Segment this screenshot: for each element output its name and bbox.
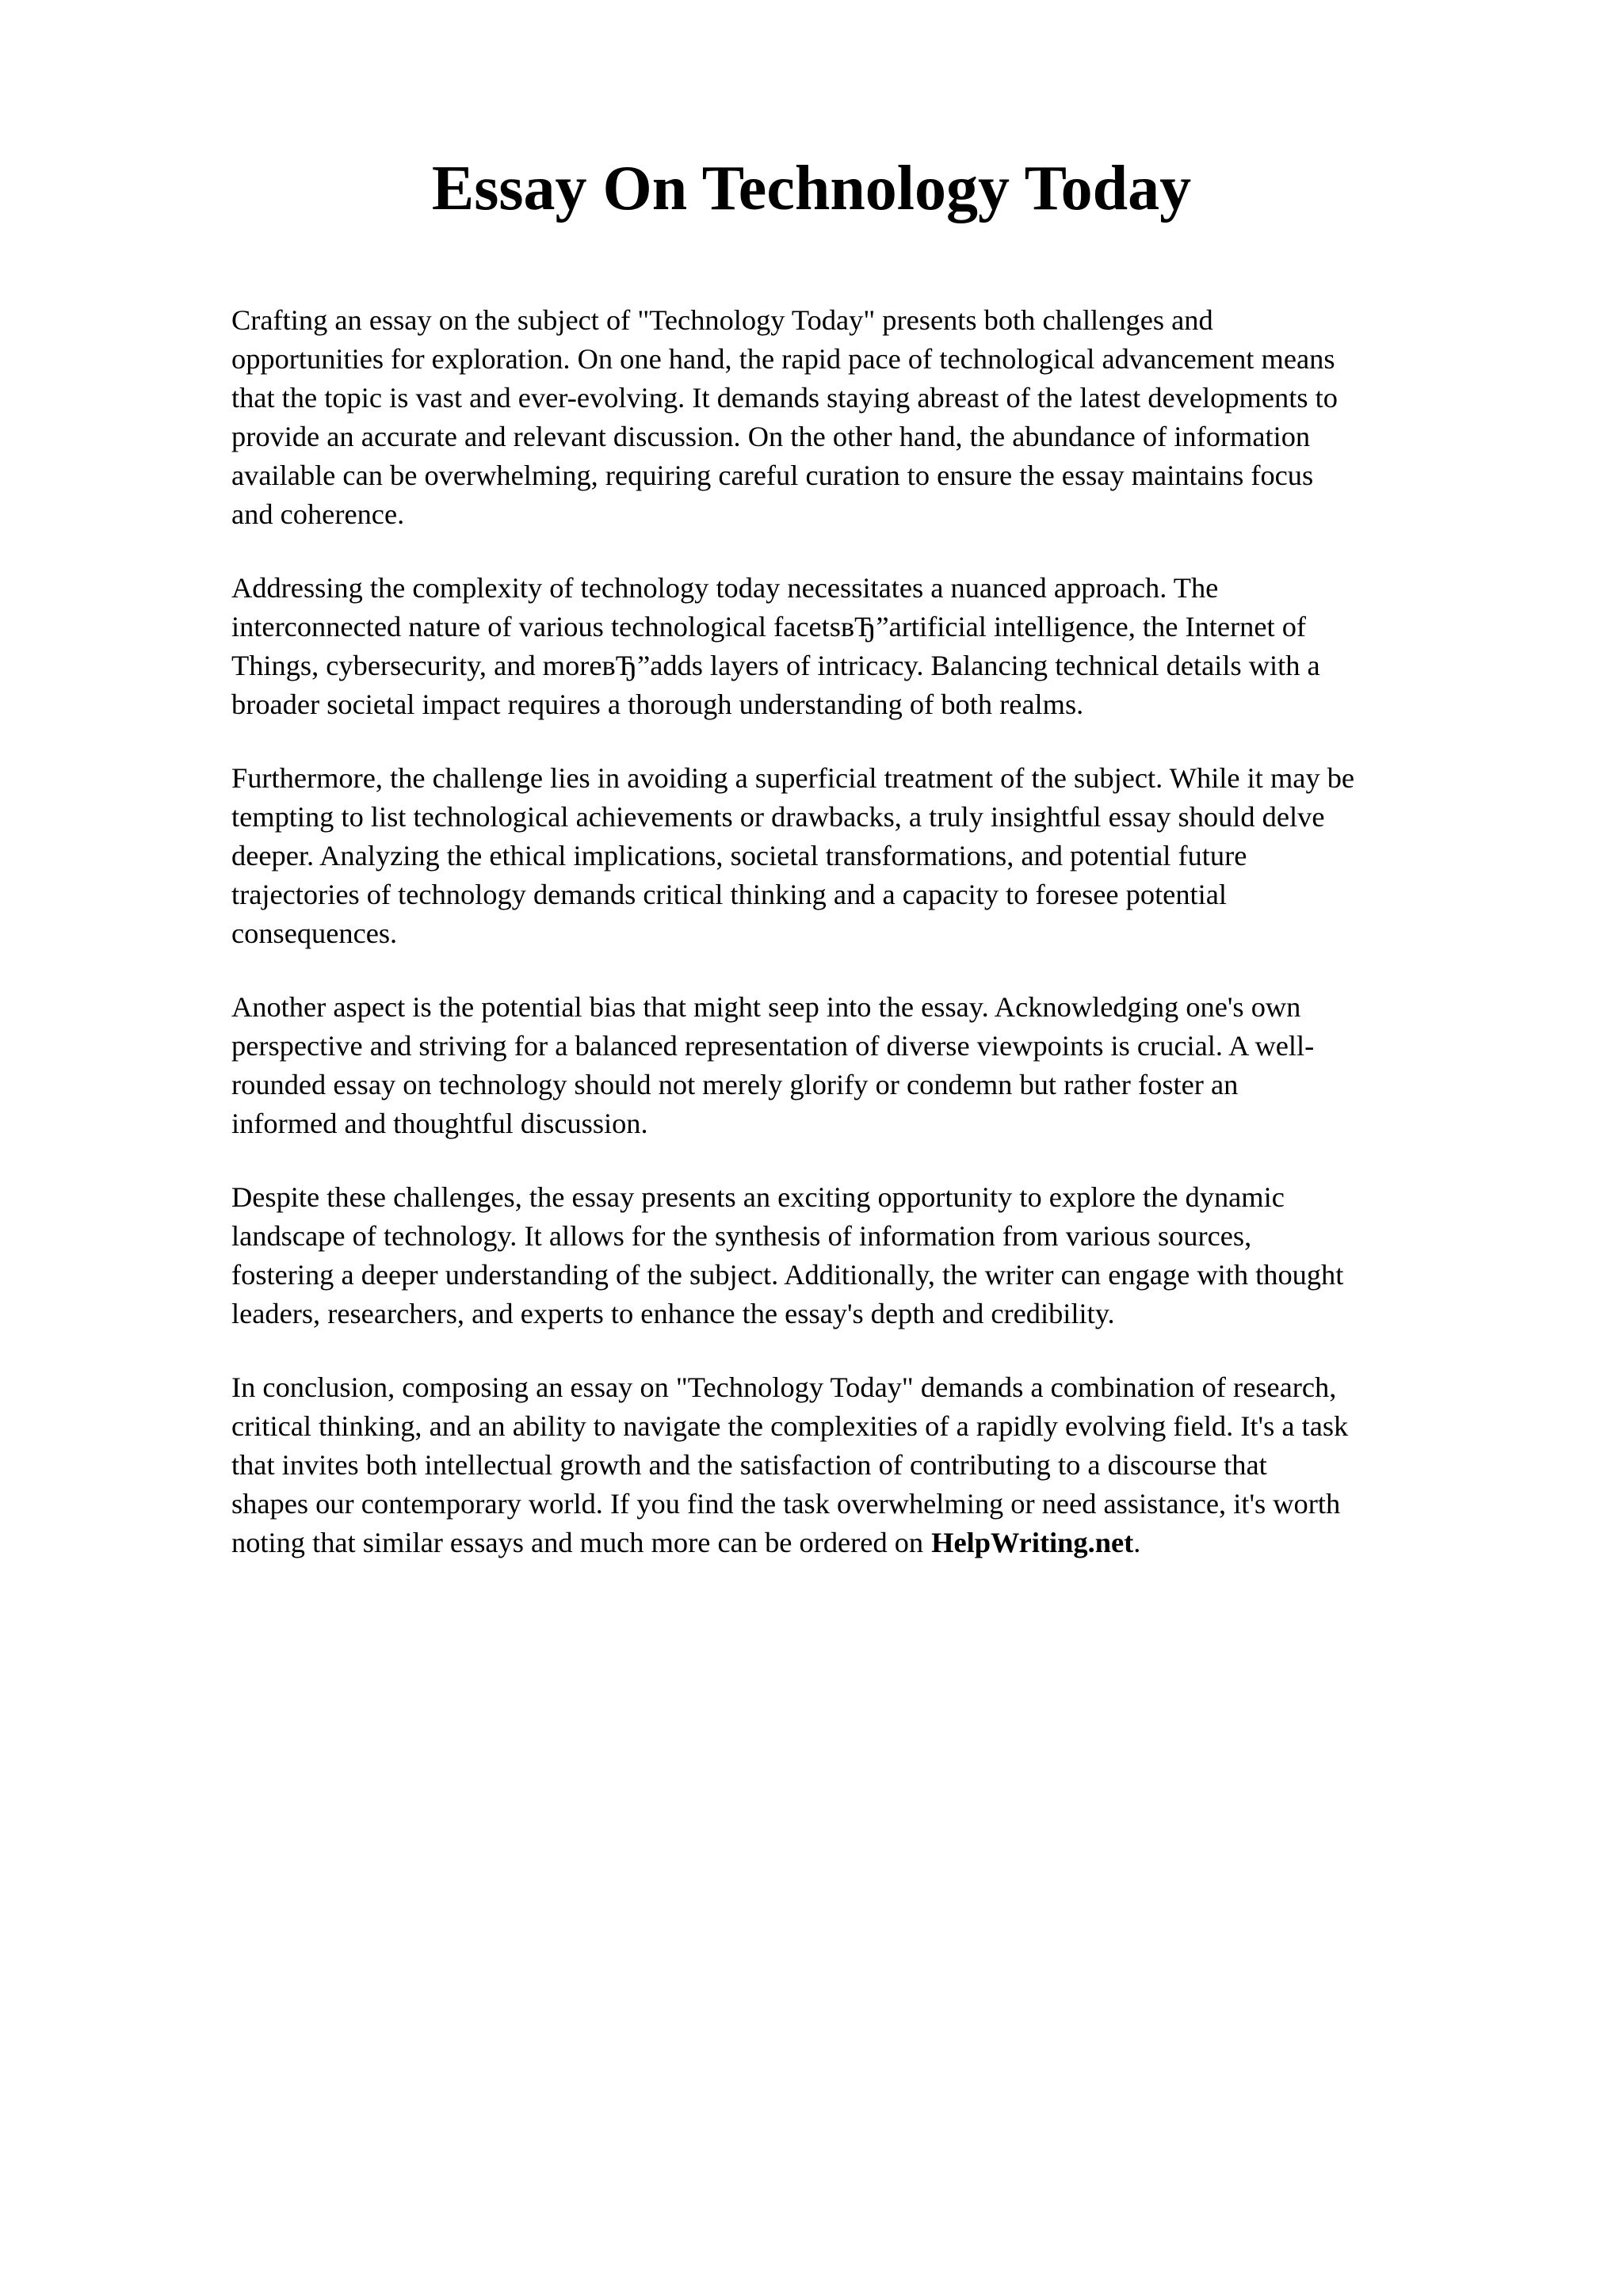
paragraph-1 xyxy=(231,301,1515,534)
paragraph-5 xyxy=(231,1178,1515,1333)
text-line: available can be overwhelming, requiring careful curation to ensure the essay maintains focus xyxy=(231,460,1314,491)
text-line: landscape of technology. It allows for the synthesis of information from various sources, xyxy=(231,1220,1252,1252)
text-line: and coherence. xyxy=(231,498,405,530)
text-line: perspective and striving for a balanced representation of diverse viewpoints is crucial. A well- xyxy=(231,1030,1315,1062)
text-line: opportunities for exploration. On one hand, the rapid pace of technological advancement means xyxy=(231,343,1335,375)
text-line: Despite these challenges, the essay presents an exciting opportunity to explore the dynamic xyxy=(231,1181,1285,1213)
text-line: tempting to list technological achievements or drawbacks, a truly insightful essay should delve xyxy=(231,801,1325,833)
text-line: In conclusion, composing an essay on "Technology Today" demands a combination of research, xyxy=(231,1371,1337,1403)
text-line: critical thinking, and an ability to navigate the complexities of a rapidly evolving field. It's a task xyxy=(231,1410,1349,1442)
closing-text: noting that similar essays and much more can be ordered on xyxy=(231,1527,924,1558)
text-line: that the topic is vast and ever-evolving. It demands staying abreast of the latest developments to xyxy=(231,382,1338,414)
text-line: deeper. Analyzing the ethical implications, societal transformations, and potential future xyxy=(231,840,1247,871)
text-line: Another aspect is the potential bias that might seep into the essay. Acknowledging one's own xyxy=(231,991,1301,1023)
text-line: broader societal impact requires a thorough understanding of both realms. xyxy=(231,688,1084,720)
text-line: leaders, researchers, and experts to enhance the essay's depth and credibility. xyxy=(231,1298,1115,1329)
text-line: provide an accurate and relevant discussion. On the other hand, the abundance of information xyxy=(231,421,1311,452)
text-line: trajectories of technology demands critical thinking and a capacity to foresee potential xyxy=(231,879,1228,910)
text-line: that invites both intellectual growth and the satisfaction of contributing to a discourse that xyxy=(231,1449,1267,1481)
text-line-last xyxy=(231,1524,1515,1562)
trailing-period: . xyxy=(1133,1527,1141,1558)
paragraph-4 xyxy=(231,988,1515,1143)
text-line: consequences. xyxy=(231,917,398,949)
text-line: Things, cybersecurity, and moreвЂ”adds layers of intricacy. Balancing technical details with a xyxy=(231,650,1320,681)
paragraph-3 xyxy=(231,759,1515,953)
text-line: informed and thoughtful discussion. xyxy=(231,1108,648,1139)
text-line: Addressing the complexity of technology today necessitates a nuanced approach. The xyxy=(231,572,1219,604)
text-line: Crafting an essay on the subject of "Technology Today" presents both challenges and xyxy=(231,304,1213,336)
paragraph-6 xyxy=(231,1368,1515,1562)
text-line: rounded essay on technology should not merely glorify or condemn but rather foster an xyxy=(231,1069,1239,1100)
helpwriting-link[interactable]: HelpWriting.net xyxy=(931,1527,1134,1558)
text-line: fostering a deeper understanding of the subject. Additionally, the writer can engage with thought xyxy=(231,1259,1344,1291)
text-line: interconnected nature of various technological facetsвЂ”artificial intelligence, the Internet of xyxy=(231,611,1307,643)
document-title: Essay On Technology Today xyxy=(431,154,1192,223)
text-line: shapes our contemporary world. If you find the task overwhelming or need assistance, it's worth xyxy=(231,1488,1341,1520)
paragraph-2 xyxy=(231,569,1515,724)
document-body xyxy=(231,301,1515,1597)
text-line: Furthermore, the challenge lies in avoiding a superficial treatment of the subject. While it may be xyxy=(231,762,1355,794)
